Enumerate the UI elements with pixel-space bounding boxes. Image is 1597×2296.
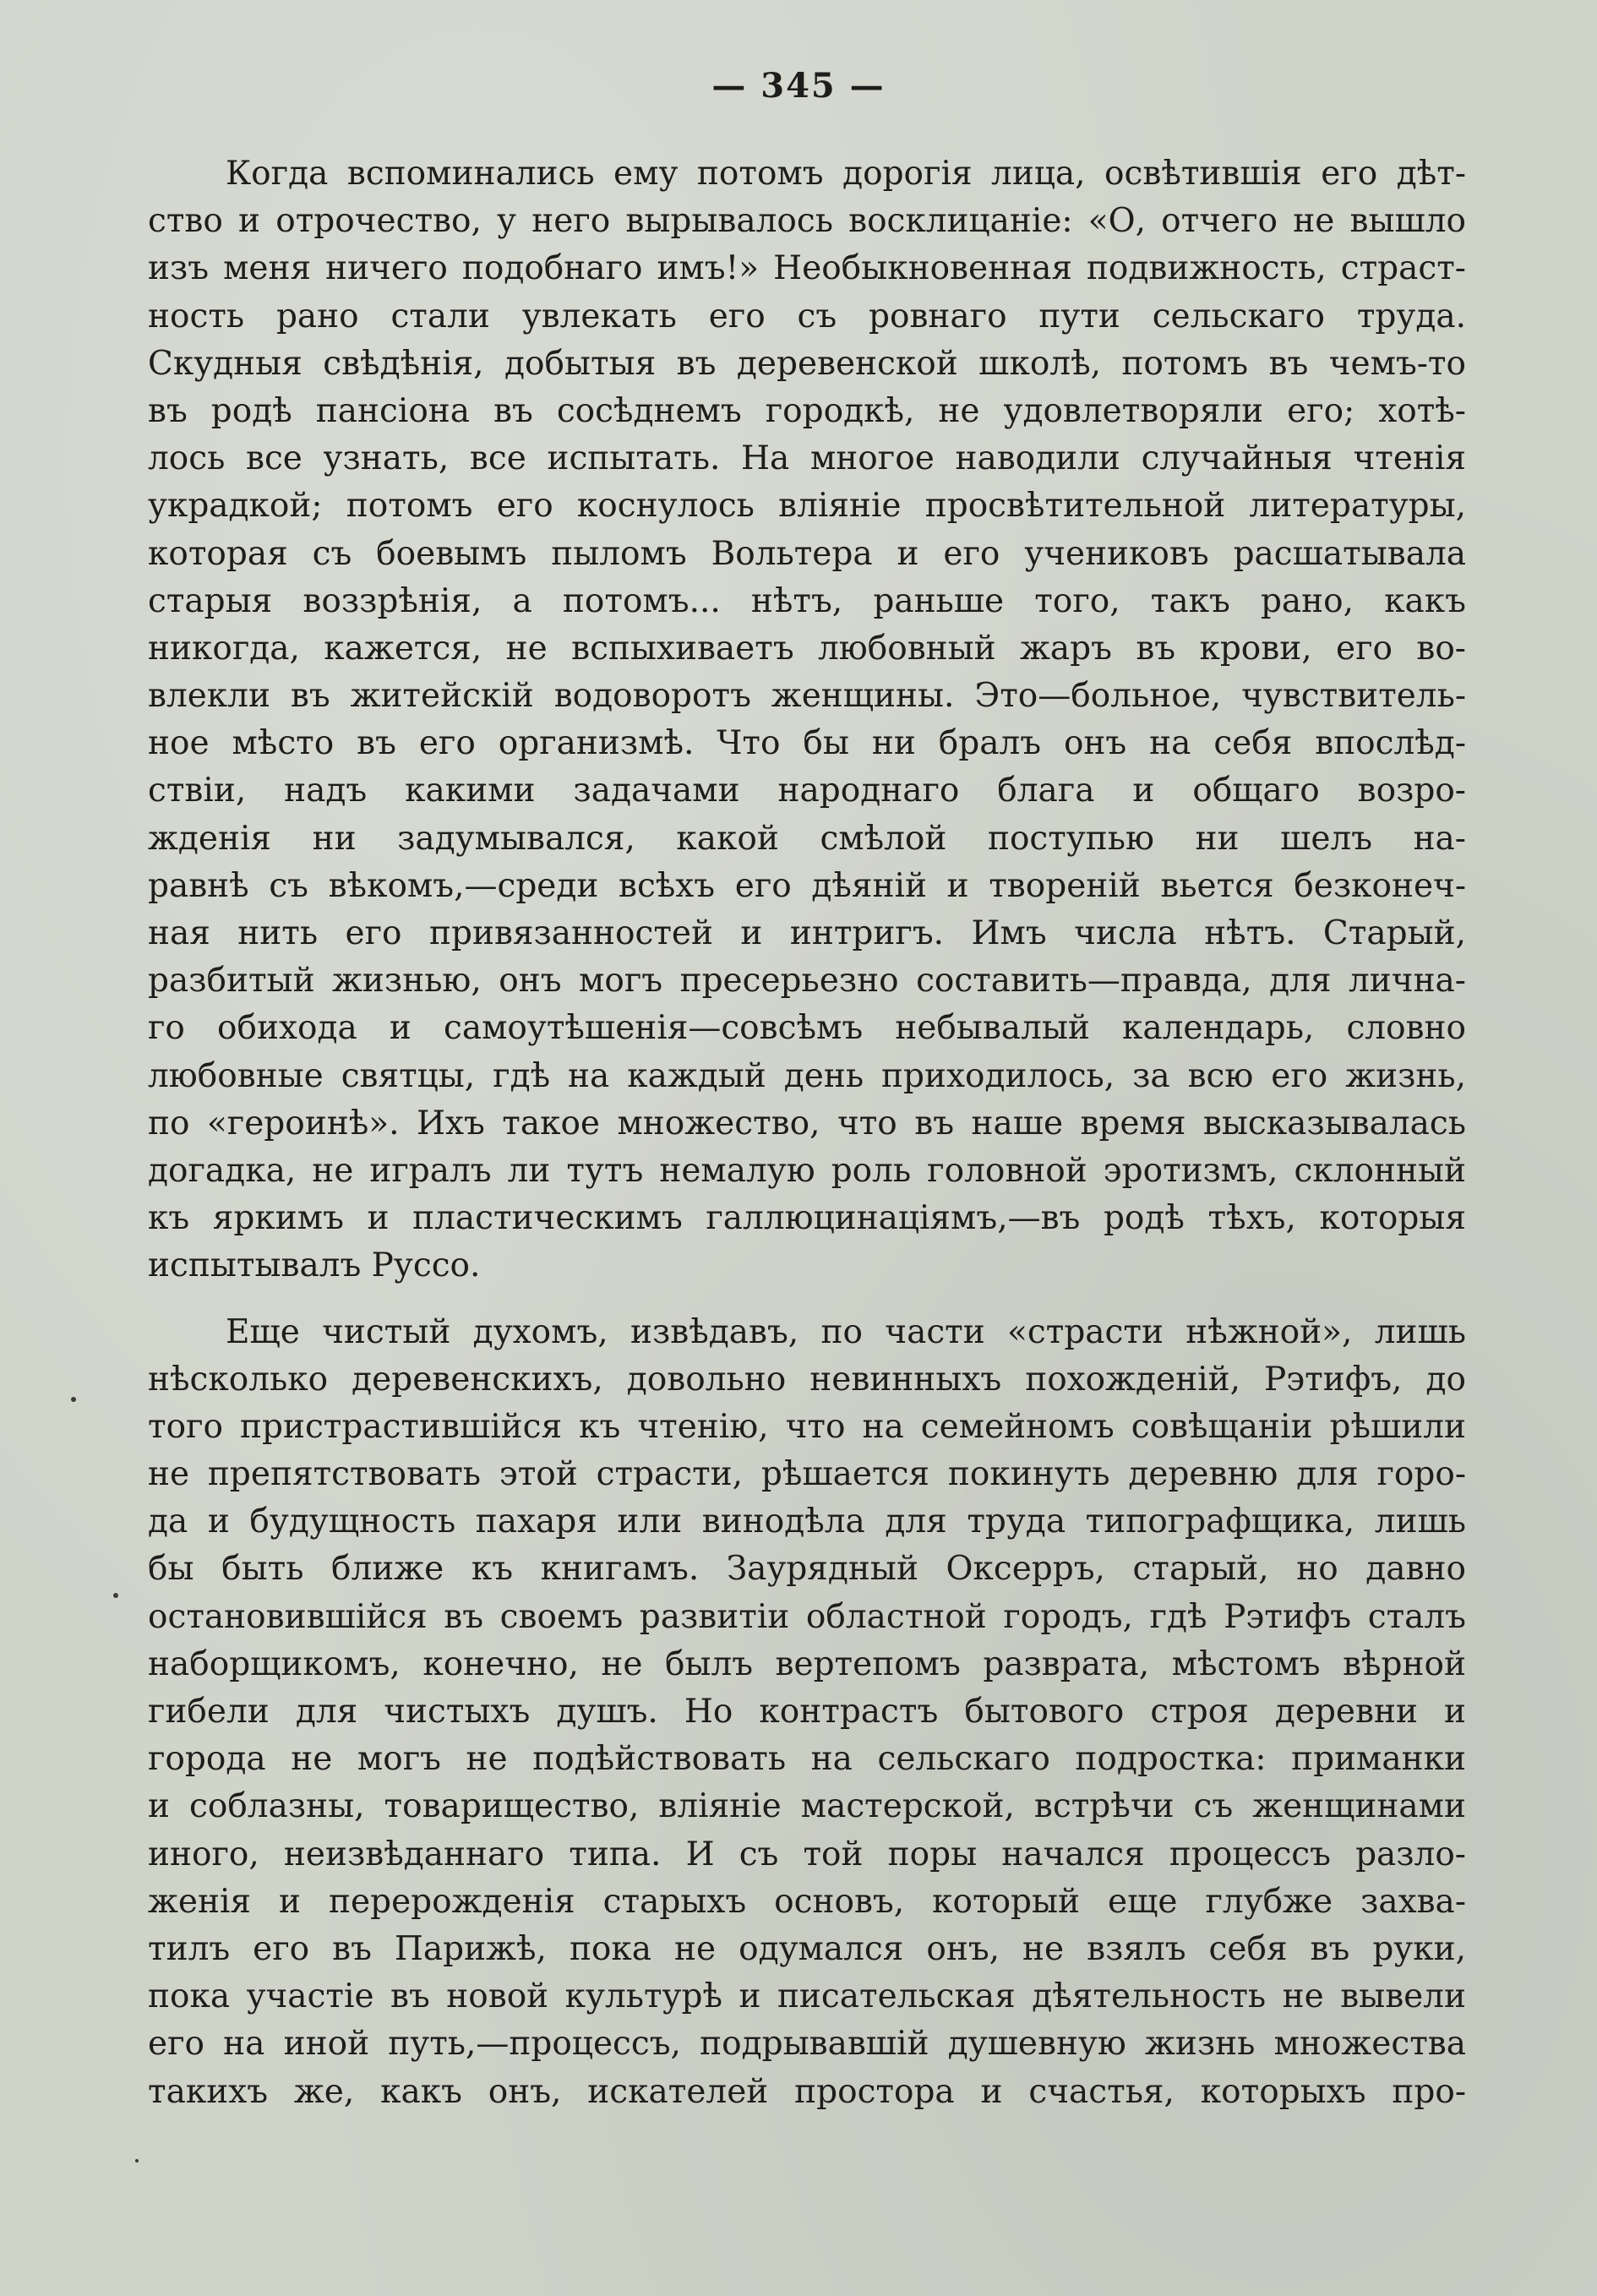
text-line: старыя воззрѣнія, а потомъ... нѣтъ, раньше того, такъ рано, какъ — [148, 581, 1466, 620]
text-line: разбитый жизнью, онъ могъ пресерьезно составить—правда, для лична- — [148, 962, 1466, 1001]
paragraph-1 — [148, 150, 1466, 1290]
text-line: остановившійся въ своемъ развитіи областной городъ, гдѣ Рэтифъ сталъ — [148, 1597, 1466, 1636]
text-line: Еще чистый духомъ, извѣдавъ, по части «страсти нѣжной», лишь — [226, 1312, 1466, 1351]
text-line: влекли въ житейскій водоворотъ женщины. Это—больное, чувствитель- — [148, 677, 1466, 716]
text-line: украдкой; потомъ его коснулось вліяніе просвѣтительной литературы, — [148, 487, 1466, 526]
text-line: го обихода и самоутѣшенія—совсѣмъ небывалый календарь, словно — [148, 1009, 1466, 1048]
text-line: такихъ же, какъ онъ, искателей простора и счастья, которыхъ про- — [148, 2072, 1466, 2111]
text-line: жденія ни задумывался, какой смѣлой поступью ни шелъ на- — [148, 819, 1466, 858]
paper-speck — [135, 2159, 139, 2162]
text-line: любовные святцы, гдѣ на каждый день приходилось, за всю его жизнь, — [148, 1056, 1466, 1095]
paper-speck — [113, 1593, 118, 1598]
text-line: его на иной путь,—процессъ, подрывавшій душевную жизнь множества — [148, 2025, 1466, 2064]
text-line: женія и перерожденія старыхъ основъ, который еще глубже захва- — [148, 1882, 1466, 1921]
text-line: которая съ боевымъ пыломъ Вольтера и его учениковъ расшатывала — [148, 534, 1466, 573]
text-line: да и будущность пахаря или винодѣла для труда типографщика, лишь — [148, 1502, 1466, 1541]
text-line: тилъ его въ Парижѣ, пока не одумался онъ, не взялъ себя въ руки, — [148, 1929, 1466, 1968]
text-line: изъ меня ничего подобнаго имъ!» Необыкновенная подвижность, страст- — [148, 249, 1466, 288]
body-text — [148, 150, 1466, 2116]
text-line: ствіи, надъ какими задачами народнаго блага и общаго возро- — [148, 772, 1466, 810]
text-line: испытывалъ Руссо. — [148, 1246, 481, 1285]
text-line: ство и отрочество, у него вырывалось восклицаніе: «О, отчего не вышло — [148, 202, 1466, 241]
text-line: ность рано стали увлекать его съ ровнаго пути сельскаго труда. — [148, 297, 1466, 335]
text-line: Когда вспоминались ему потомъ дорогія лица, освѣтившія его дѣт- — [226, 155, 1466, 193]
text-line: къ яркимъ и пластическимъ галлюцинаціямъ,—въ родѣ тѣхъ, которыя — [148, 1199, 1466, 1238]
text-line: нѣсколько деревенскихъ, довольно невинныхъ похожденій, Рэтифъ, до — [148, 1360, 1466, 1399]
text-line: ное мѣсто въ его организмѣ. Что бы ни бралъ онъ на себя впослѣд- — [148, 724, 1466, 763]
text-line: лось все узнать, все испытать. На многое наводили случайныя чтенія — [148, 439, 1466, 478]
text-line: гибели для чистыхъ душъ. Но контрастъ бытового строя деревни и — [148, 1693, 1466, 1731]
text-line: никогда, кажется, не вспыхиваетъ любовный жаръ въ крови, его во- — [148, 629, 1466, 668]
paragraph-gap — [148, 1290, 1466, 1309]
text-line: того пристрастившійся къ чтенію, что на семейномъ совѣщаніи рѣшили — [148, 1407, 1466, 1446]
text-line: города не могъ не подѣйствовать на сельскаго подростка: приманки — [148, 1740, 1466, 1779]
text-line: пока участіе въ новой культурѣ и писательская дѣятельность не вывели — [148, 1977, 1466, 2016]
text-line: ная нить его привязанностей и интригъ. Имъ числа нѣтъ. Старый, — [148, 914, 1466, 952]
text-line: по «героинѣ». Ихъ такое множество, что въ наше время высказывалась — [148, 1104, 1466, 1143]
text-line: равнѣ съ вѣкомъ,—среди всѣхъ его дѣяній и твореній вьется безконеч- — [148, 866, 1466, 905]
text-line: догадка, не игралъ ли тутъ немалую роль головной эротизмъ, склонный — [148, 1151, 1466, 1190]
text-line: и соблазны, товарищество, вліяніе мастерской, встрѣчи съ женщинами — [148, 1787, 1466, 1826]
paragraph-2 — [148, 1309, 1466, 2116]
page-number: — 345 — — [711, 66, 886, 106]
paper-speck — [71, 1397, 76, 1402]
text-line: въ родѣ пансіона въ сосѣднемъ городкѣ, не удовлетворяли его; хотѣ- — [148, 391, 1466, 430]
text-line: иного, неизвѣданнаго типа. И съ той поры начался процессъ разло- — [148, 1835, 1466, 1873]
text-line: наборщикомъ, конечно, не былъ вертепомъ разврата, мѣстомъ вѣрной — [148, 1644, 1466, 1683]
text-line: бы быть ближе къ книгамъ. Заурядный Оксерръ, старый, но давно — [148, 1550, 1466, 1589]
text-line: Скудныя свѣдѣнія, добытыя въ деревенской школѣ, потомъ въ чемъ-то — [148, 344, 1466, 383]
text-line: не препятствовать этой страсти, рѣшается покинуть деревню для горо- — [148, 1455, 1466, 1494]
